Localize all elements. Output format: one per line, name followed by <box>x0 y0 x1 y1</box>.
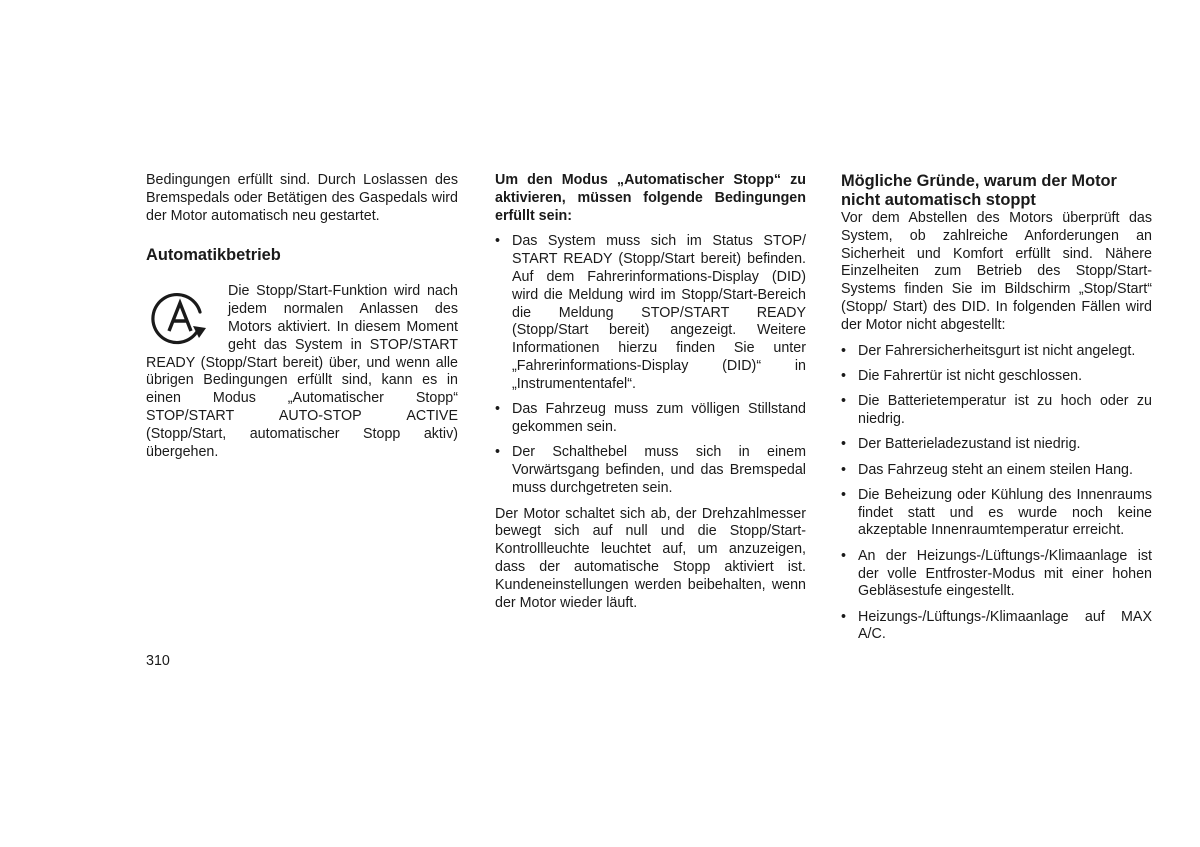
list-item-text: Die Fahrertür ist nicht geschlossen. <box>858 367 1083 384</box>
bullet-icon: • <box>841 436 847 453</box>
list-item-text: Das Fahrzeug steht an einem steilen Hang. <box>858 461 1133 478</box>
engine-stop-paragraph: Der Motor schaltet sich ab, der Drehzahlmesser bewegt sich auf null und die Stopp/Start-Kontrollleuchte leuchtet auf, um anzuzeigen, dass der automatische Stopp aktiviert ist. Kundeneinstellungen werden beibehalten, wenn der Motor wieder läuft. <box>495 505 806 611</box>
list-item-text: Der Schalthebel muss sich in einem Vorwärtsgang befinden, und das Bremspedal muss durchgetreten sein. <box>512 444 806 496</box>
list-item <box>841 393 1152 429</box>
bullet-icon: • <box>841 342 847 359</box>
list-item-text: Der Batterieladezustand ist niedrig. <box>858 436 1081 453</box>
list-item <box>841 368 1152 386</box>
page-number: 310 <box>146 653 170 669</box>
conditions-intro: Um den Modus „Automatischer Stopp“ zu aktivieren, müssen folgende Bedingungen erfüllt sein: <box>495 172 806 224</box>
bullet-icon: • <box>841 367 847 384</box>
bullet-icon: • <box>495 401 501 418</box>
list-item-text: An der Heizungs-/Lüftungs-/Klimaanlage ist der volle Entfroster-Modus mit einer hohen Gebläsestufe eingestellt. <box>858 547 1152 600</box>
list-item-text: Die Batterietemperatur ist zu hoch oder zu niedrig. <box>858 393 1152 427</box>
bullet-icon: • <box>841 486 847 503</box>
list-item <box>841 609 1152 645</box>
list-item <box>495 233 806 393</box>
bullet-icon: • <box>495 444 501 461</box>
list-item <box>495 444 806 497</box>
bullet-icon: • <box>841 608 847 625</box>
bullet-icon: • <box>495 233 501 250</box>
bullet-icon: • <box>841 461 847 478</box>
right-column <box>841 172 1152 652</box>
reasons-list <box>841 343 1152 645</box>
list-item-text: Das Fahrzeug muss zum völligen Stillstand gekommen sein. <box>512 401 806 435</box>
auto-stop-start-icon <box>146 283 228 353</box>
list-item-text: Heizungs-/Lüftungs-/Klimaanlage auf MAX A/C. <box>858 608 1152 643</box>
list-item <box>841 462 1152 480</box>
automatikbetrieb-block <box>146 283 458 461</box>
bullet-icon: • <box>841 393 847 410</box>
bullet-icon: • <box>841 547 847 564</box>
automatikbetrieb-paragraph: Die Stopp/Start-Funktion wird nach jedem normalen Anlassen des Motors aktiviert. In diesem Moment geht das System in STOP/START READY (Stopp/Start bereit) über, und wenn alle übrigen Bedingungen erfüllt sind, kann es in einen Modus „Automatischer Stopp“ STOP/START AUTO-STOP ACTIVE (Stopp/Start, automatischer Stopp aktiv) übergehen. <box>146 283 458 460</box>
list-item <box>841 548 1152 601</box>
list-item-text: Der Fahrersicherheitsgurt ist nicht angelegt. <box>858 342 1136 359</box>
left-column <box>146 172 458 461</box>
section-heading-reasons: Mögliche Gründe, warum der Motor nicht automatisch stoppt <box>841 172 1117 209</box>
conditions-list <box>495 233 806 497</box>
section-heading-automatikbetrieb: Automatikbetrieb <box>146 246 281 265</box>
middle-column <box>495 172 806 612</box>
list-item <box>841 487 1152 540</box>
list-item <box>841 436 1152 454</box>
reasons-paragraph: Vor dem Abstellen des Motors überprüft das System, ob zahlreiche Anforderungen an Sicherheit und Komfort erfüllt sind. Nähere Einzelheiten zum Betrieb des Stopp/Start-Systems finden Sie im Bildschirm „Stop/Start“ (Stopp/ Start) des DID. In folgenden Fällen wird der Motor nicht abgestellt: <box>841 210 1152 333</box>
list-item <box>841 343 1152 361</box>
continuation-paragraph: Bedingungen erfüllt sind. Durch Loslassen des Bremspedals oder Betätigen des Gaspedals wird der Motor automatisch neu gestartet. <box>146 172 458 224</box>
list-item <box>495 401 806 437</box>
list-item-text: Die Beheizung oder Kühlung des Innenraums findet statt und es wurde noch keine akzeptable Innenraumtemperatur erreicht. <box>858 486 1152 539</box>
list-item-text: Das System muss sich im Status STOP/ START READY (Stopp/Start bereit) befinden. Auf dem Fahrerinformations-Display (DID) wird die Meldung wird im Stopp/Start-Bereich die Meldung STOP/START READY (Stopp/Start bereit) angezeigt. Weitere Informationen hierzu finden Sie unter „Fahrerinformations-Display (DID)“ in „Instrumententafel“. <box>512 233 806 392</box>
